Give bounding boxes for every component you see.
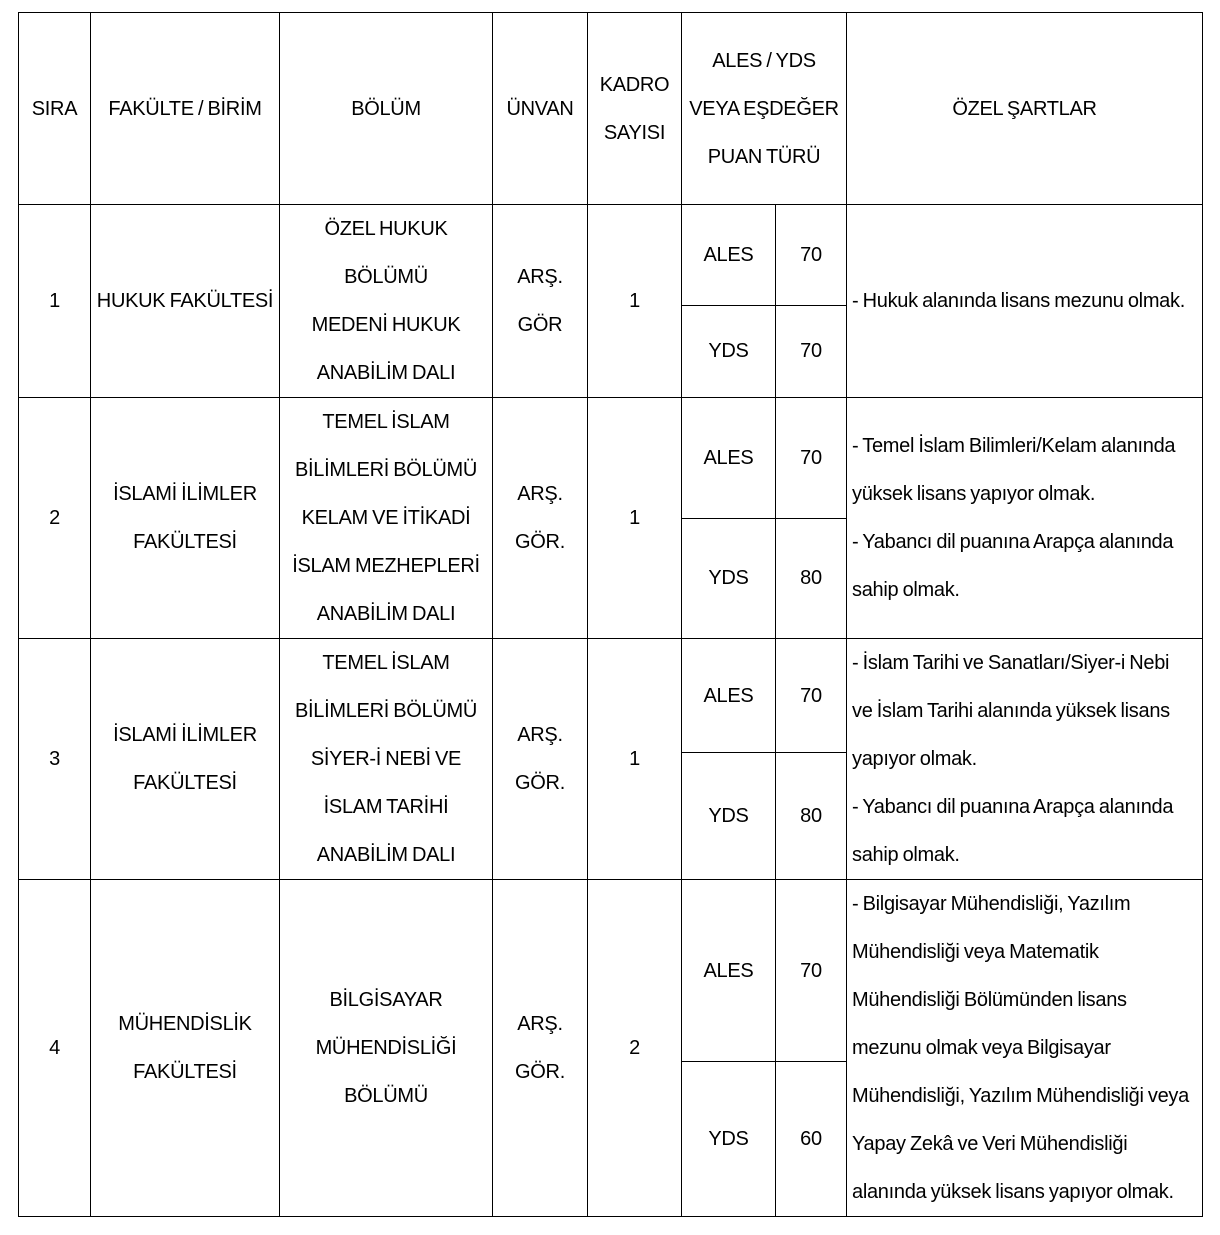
score-value: 70 (776, 205, 847, 306)
row-bolum-line: ANABİLİM DALI (316, 362, 456, 384)
row-ozel-sartlar (847, 205, 1203, 398)
header-puan-line: VEYA EŞDEĞER (689, 97, 839, 120)
row-kadro: 2 (588, 880, 682, 1217)
row-ozel-line: ve İslam Tarihi alanında yüksek lisans (852, 700, 1170, 722)
row-bolum (280, 639, 493, 880)
row-fakulte-line: MÜHENDİSLİK (118, 1013, 252, 1035)
row-unvan-line: ARŞ. (517, 1013, 563, 1035)
row-sira: 4 (19, 880, 91, 1217)
row-ozel-line: - Hukuk alanında lisans mezunu olmak. (852, 290, 1185, 312)
row-bolum-line: ANABİLİM DALI (316, 844, 456, 866)
table-row (19, 398, 1203, 519)
header-puan (682, 13, 847, 205)
score-type: YDS (682, 753, 776, 880)
row-fakulte-line: FAKÜLTESİ (133, 1061, 237, 1083)
row-unvan (493, 205, 588, 398)
header-kadro (588, 13, 682, 205)
table-row (19, 205, 1203, 306)
row-bolum (280, 398, 493, 639)
header-row (19, 13, 1203, 205)
row-unvan (493, 639, 588, 880)
row-unvan (493, 398, 588, 639)
row-ozel-sartlar (847, 398, 1203, 639)
row-unvan-line: ARŞ. (517, 483, 563, 505)
header-unvan: ÜNVAN (493, 13, 588, 205)
header-puan-line: PUAN TÜRÜ (707, 145, 821, 168)
row-unvan-line: GÖR. (515, 772, 565, 794)
row-bolum-line: ANABİLİM DALI (316, 603, 456, 625)
row-fakulte (91, 205, 280, 398)
row-bolum (280, 880, 493, 1217)
table-row (19, 639, 1203, 753)
row-bolum-line: İSLAM TARİHİ (323, 796, 449, 818)
header-fakulte: FAKÜLTE / BİRİM (91, 13, 280, 205)
row-bolum-line: MEDENİ HUKUK (311, 314, 461, 336)
table-row (19, 880, 1203, 1062)
row-unvan-line: GÖR. (515, 531, 565, 553)
header-sira: SIRA (19, 13, 91, 205)
row-fakulte-line: FAKÜLTESİ (133, 772, 237, 794)
score-type: ALES (682, 880, 776, 1062)
row-bolum (280, 205, 493, 398)
row-ozel-line: - Yabancı dil puanına Arapça alanında (852, 531, 1174, 553)
row-ozel-sartlar (847, 639, 1203, 880)
row-sira: 3 (19, 639, 91, 880)
row-ozel-line: - İslam Tarihi ve Sanatları/Siyer-i Nebi (852, 652, 1170, 674)
row-bolum-line: ÖZEL HUKUK (324, 218, 448, 240)
score-type: YDS (682, 1062, 776, 1217)
row-bolum-line: MÜHENDİSLİĞİ (315, 1037, 457, 1059)
score-value: 70 (776, 305, 847, 397)
row-unvan-line: GÖR (517, 314, 563, 336)
score-type: YDS (682, 518, 776, 639)
header-ozel: ÖZEL ŞARTLAR (847, 13, 1203, 205)
row-bolum-line: BİLİMLERİ BÖLÜMÜ (294, 700, 478, 722)
row-fakulte-line: İSLAMİ İLİMLER (113, 483, 257, 505)
row-fakulte-line: HUKUK FAKÜLTESİ (96, 290, 274, 312)
row-ozel-line: sahip olmak. (852, 579, 960, 601)
row-bolum-line: KELAM VE İTİKADİ (301, 507, 471, 529)
row-bolum-line: İSLAM MEZHEPLERİ (292, 555, 480, 577)
score-type: ALES (682, 205, 776, 306)
row-ozel-line: yapıyor olmak. (852, 748, 977, 770)
row-ozel-line: alanında yüksek lisans yapıyor olmak. (852, 1181, 1174, 1203)
row-ozel-line: - Yabancı dil puanına Arapça alanında (852, 796, 1174, 818)
row-bolum-line: BİLGİSAYAR (329, 989, 443, 1011)
row-fakulte (91, 880, 280, 1217)
row-ozel-line: - Temel İslam Bilimleri/Kelam alanında (852, 435, 1176, 457)
score-type: YDS (682, 305, 776, 397)
score-value: 70 (776, 880, 847, 1062)
row-kadro: 1 (588, 398, 682, 639)
row-kadro: 1 (588, 205, 682, 398)
row-bolum-line: TEMEL İSLAM (322, 411, 450, 433)
score-value: 60 (776, 1062, 847, 1217)
row-bolum-line: BİLİMLERİ BÖLÜMÜ (294, 459, 478, 481)
row-unvan-line: ARŞ. (517, 266, 563, 288)
row-bolum-line: BÖLÜMÜ (344, 266, 428, 288)
row-kadro: 1 (588, 639, 682, 880)
row-bolum-line: BÖLÜMÜ (344, 1085, 428, 1107)
row-ozel-line: Mühendisliği, Yazılım Mühendisliği veya (852, 1085, 1189, 1107)
row-fakulte-line: İSLAMİ İLİMLER (113, 724, 257, 746)
row-ozel-line: Yapay Zekâ ve Veri Mühendisliği (852, 1133, 1128, 1155)
row-ozel-line: yüksek lisans yapıyor olmak. (852, 483, 1096, 505)
header-bolum: BÖLÜM (280, 13, 493, 205)
row-ozel-line: sahip olmak. (852, 844, 960, 866)
header-kadro-line: SAYISI (603, 121, 666, 144)
score-type: ALES (682, 398, 776, 519)
header-puan-line: ALES / YDS (712, 49, 816, 72)
row-ozel-line: - Bilgisayar Mühendisliği, Yazılım (852, 893, 1131, 915)
score-type: ALES (682, 639, 776, 753)
row-unvan-line: GÖR. (515, 1061, 565, 1083)
row-unvan-line: ARŞ. (517, 724, 563, 746)
row-unvan (493, 880, 588, 1217)
staff-position-table (18, 12, 1203, 1217)
row-fakulte-line: FAKÜLTESİ (133, 531, 237, 553)
row-bolum-line: TEMEL İSLAM (322, 652, 450, 674)
row-ozel-line: mezunu olmak veya Bilgisayar (852, 1037, 1111, 1059)
row-bolum-line: SİYER-İ NEBİ VE (310, 748, 462, 770)
row-fakulte (91, 398, 280, 639)
score-value: 70 (776, 398, 847, 519)
row-ozel-line: Mühendisliği Bölümünden lisans (852, 989, 1127, 1011)
row-sira: 1 (19, 205, 91, 398)
header-kadro-line: KADRO (599, 73, 670, 96)
row-sira: 2 (19, 398, 91, 639)
score-value: 80 (776, 753, 847, 880)
row-ozel-sartlar (847, 880, 1203, 1217)
score-value: 80 (776, 518, 847, 639)
score-value: 70 (776, 639, 847, 753)
row-ozel-line: Mühendisliği veya Matematik (852, 941, 1099, 963)
row-fakulte (91, 639, 280, 880)
